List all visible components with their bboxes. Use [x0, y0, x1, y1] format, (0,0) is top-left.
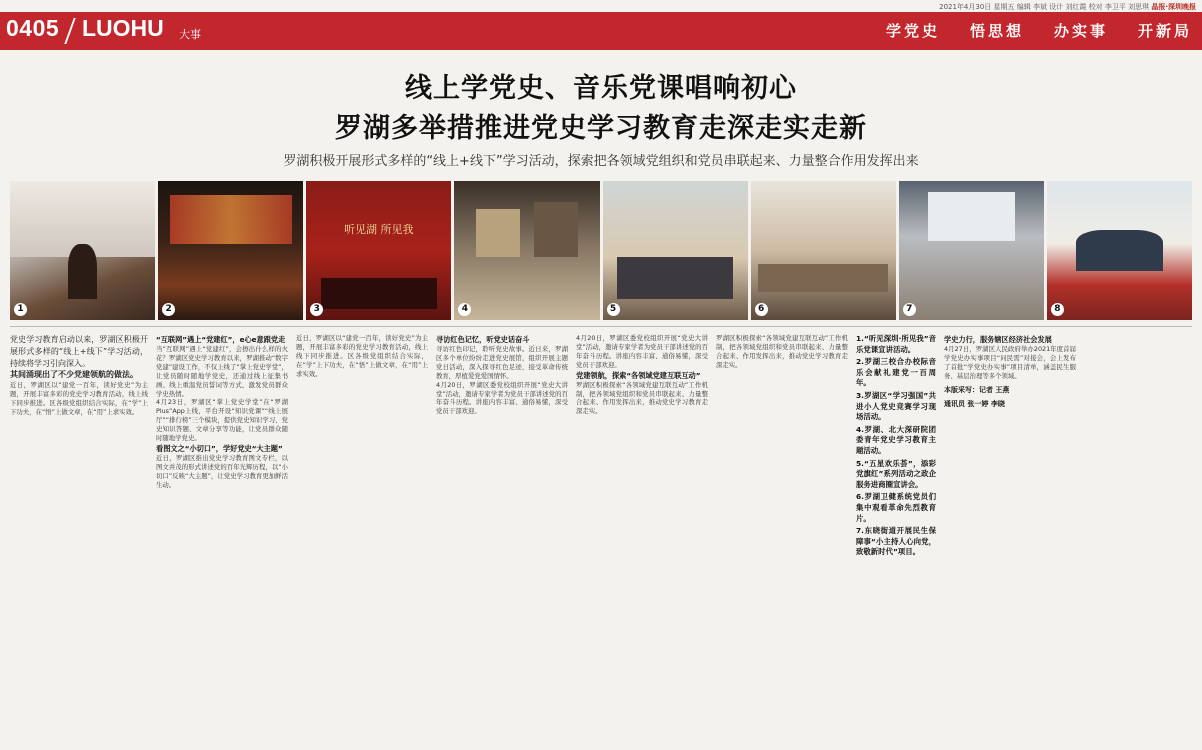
paragraph: 4月27日，罗湖区人民政府举办2021年度首届学党史办实事项目“问民需”对接会，会上发布了首批“学党史办实事”项目清单，涵盖民生服务、基层治理等多个领域。 — [944, 345, 1076, 380]
photo-number: 1 — [14, 303, 27, 316]
slogan: 悟思想 — [969, 22, 1024, 40]
caption: 5.“五星欢乐荟”，添彩党旗红”系列活动之政企服务进商圈宣讲会。 — [856, 458, 936, 489]
paragraph: 近日，罗湖区以“建党一百年，读好党史”为主题，开展丰富多彩的党史学习教育活动，线上线下同步推进。区各级党组织结合实际，在“学”上下功夫，在“悟”上做文章，在“用”上求实效。 — [296, 334, 428, 378]
page-header — [0, 0, 1202, 52]
column-5 — [576, 334, 708, 744]
lead-paragraph: 党史学习教育启动以来，罗湖区积极开展形式多样的“线上+线下”学习活动，持续将学习引向深入。 — [10, 335, 148, 368]
photo-school-concert — [158, 181, 303, 320]
photo-meeting-room — [751, 181, 896, 320]
section-name: LUOHU — [82, 15, 164, 41]
slogan: 学党史 — [885, 22, 940, 40]
slogan: 开新局 — [1137, 22, 1192, 40]
photo-number: 7 — [903, 303, 916, 316]
stage-banner-text: 听见湖 所见我 — [344, 223, 414, 236]
lead-paragraph: 其间涌现出了不少党建领航的做法。 — [10, 370, 138, 380]
caption: 2.罗湖三校合办校际音乐会献礼建党一百周年。 — [856, 357, 936, 388]
column-6 — [716, 334, 848, 744]
photo-stage-performance — [10, 181, 155, 320]
photo-number: 5 — [607, 303, 620, 316]
section-heading: 党建领航，探索“各领域党建互联互动” — [576, 370, 701, 380]
section-heading: 学史力行，服务辖区经济社会发展 — [944, 335, 1052, 344]
paragraph: 4月23日，罗湖区“掌上党史学堂”在“罗湖Plus”App上线，平台开设“知识党课”“线上展厅”“排行榜”三个模块，提供党史知识学习、党史知识答题、文章分享等功能，让党员群众随时随地学党史。 — [156, 398, 288, 443]
column-2 — [156, 334, 288, 744]
slogans — [886, 20, 1192, 41]
photo-children-event — [1047, 181, 1192, 320]
caption: 3.罗湖区“学习强国”共进小人党史竞赛学习现场活动。 — [856, 390, 936, 422]
section-heading: “互联网”遇上“党建红”，e心e意跟党走 — [156, 335, 286, 344]
slogan: 办实事 — [1053, 22, 1108, 40]
paragraph: 罗湖区积极探索“各领域党建互联互动”工作机制，把各领域党组织和党员串联起来、力量整合起来、作用发挥出来，推动党史学习教育走深走实。 — [716, 334, 848, 369]
paragraph: 近日，罗湖区推出党史学习教育图文专栏，以图文并茂的形式讲述党的百年光辉历程，以“小切口”反映“大主题”，让党史学习教育更加鲜活生动。 — [156, 453, 288, 489]
caption: 7.东晓街道开展民生保障事“小主持人心向党，致敬新时代”项目。 — [856, 526, 936, 557]
column-8 — [944, 334, 1076, 744]
photo-captions — [856, 334, 936, 744]
page-number: 0405 — [6, 15, 60, 41]
photo-number: 3 — [310, 303, 323, 316]
section-heading: 寻访红色记忆，听党史话奋斗 — [436, 335, 530, 344]
paragraph: 罗湖区积极探索“各领域党建互联互动”工作机制，把各领域党组织和党员串联起来、力量整合起来、作用发挥出来，推动党史学习教育走深走实。 — [576, 380, 708, 416]
subheadline: 罗湖积极开展形式多样的“线上+线下”学习活动，探索把各领域党组织和党员串联起来、力量整合作用发挥出来 — [283, 154, 919, 169]
column-1 — [10, 334, 148, 744]
caption: 6.罗湖卫健系统党员们集中观看革命先烈教育片。 — [856, 492, 936, 523]
caption: 4.罗湖、北大深研院团委青年党史学习教育主题活动。 — [856, 424, 936, 455]
caption: 1.“听见深圳·所见我”音乐党课宣讲活动。 — [856, 334, 936, 354]
column-3 — [296, 334, 428, 744]
photo-number: 8 — [1051, 303, 1064, 316]
paragraph: 寻访红色印记，聆听党史故事。近日来，罗湖区多个单位纷纷走进党史展馆，组织开展主题党日活动，深入探寻红色足迹，接受革命传统教育，厚植爱党爱国情怀。 — [436, 345, 568, 380]
issue-meta: 2021年4月30日 星期五 编辑 李斌 设计 刘红霞 校对 李卫平 刘思琪 晶报·深圳晚报 — [939, 3, 1196, 11]
headline-line-1: 线上学党史、音乐党课唱响初心 — [405, 73, 797, 104]
section-heading: 看图文之“小切口”，学好党史“大主题” — [156, 443, 283, 453]
divider — [10, 326, 1192, 327]
photo-strip — [10, 181, 1192, 320]
article-body — [10, 334, 1192, 744]
photo-number: 4 — [458, 303, 471, 316]
photo-group-visit — [603, 181, 748, 320]
photo-number: 2 — [162, 303, 175, 316]
paragraph: 近日，罗湖区以“建党一百年，读好党史”为主题，开展丰富多彩的党史学习教育活动，线上线下同步推进。区各级党组织结合实际，在“学”上下功夫，在“悟”上做文章，在“用”上求实效。 — [10, 381, 148, 416]
section-sub: 大事 — [179, 28, 201, 41]
photo-stage-banner — [306, 181, 451, 320]
headline-line-2: 罗湖多举措推进党史学习教育走深走实走新 — [335, 113, 867, 144]
photo-exhibition-hall — [454, 181, 599, 320]
photo-screening-hall — [899, 181, 1044, 320]
newspaper-logo: 晶报·深圳晚报 — [1151, 3, 1196, 11]
paragraph: 4月20日，罗湖区委党校组织开展“党史大讲堂”活动，邀请专家学者为党员干部讲述党的百年奋斗历程。讲座内容丰富、通俗易懂，深受党员干部欢迎。 — [576, 334, 708, 369]
paragraph: 4月20日，罗湖区委党校组织开展“党史大讲堂”活动，邀请专家学者为党员干部讲述党的百年奋斗历程。讲座内容丰富、通俗易懂，深受党员干部欢迎。 — [436, 380, 568, 416]
column-4 — [436, 334, 568, 744]
photo-number: 6 — [755, 303, 768, 316]
byline: 通讯员 张一婷 李晓 — [944, 399, 1005, 408]
paragraph: 当“互联网”遇上“党建红”，会擦出什么样的火花？罗湖区党史学习教育以来，罗湖推动“数字党建”建设工作，不仅上线了“掌上党史学堂”，让党员随时随地学党史，还通过线上征集书画、线上重温党员誓词等方式，激发党员群众学史热情。 — [156, 345, 288, 398]
byline: 本版采写：记者 王燕 — [944, 385, 1010, 394]
